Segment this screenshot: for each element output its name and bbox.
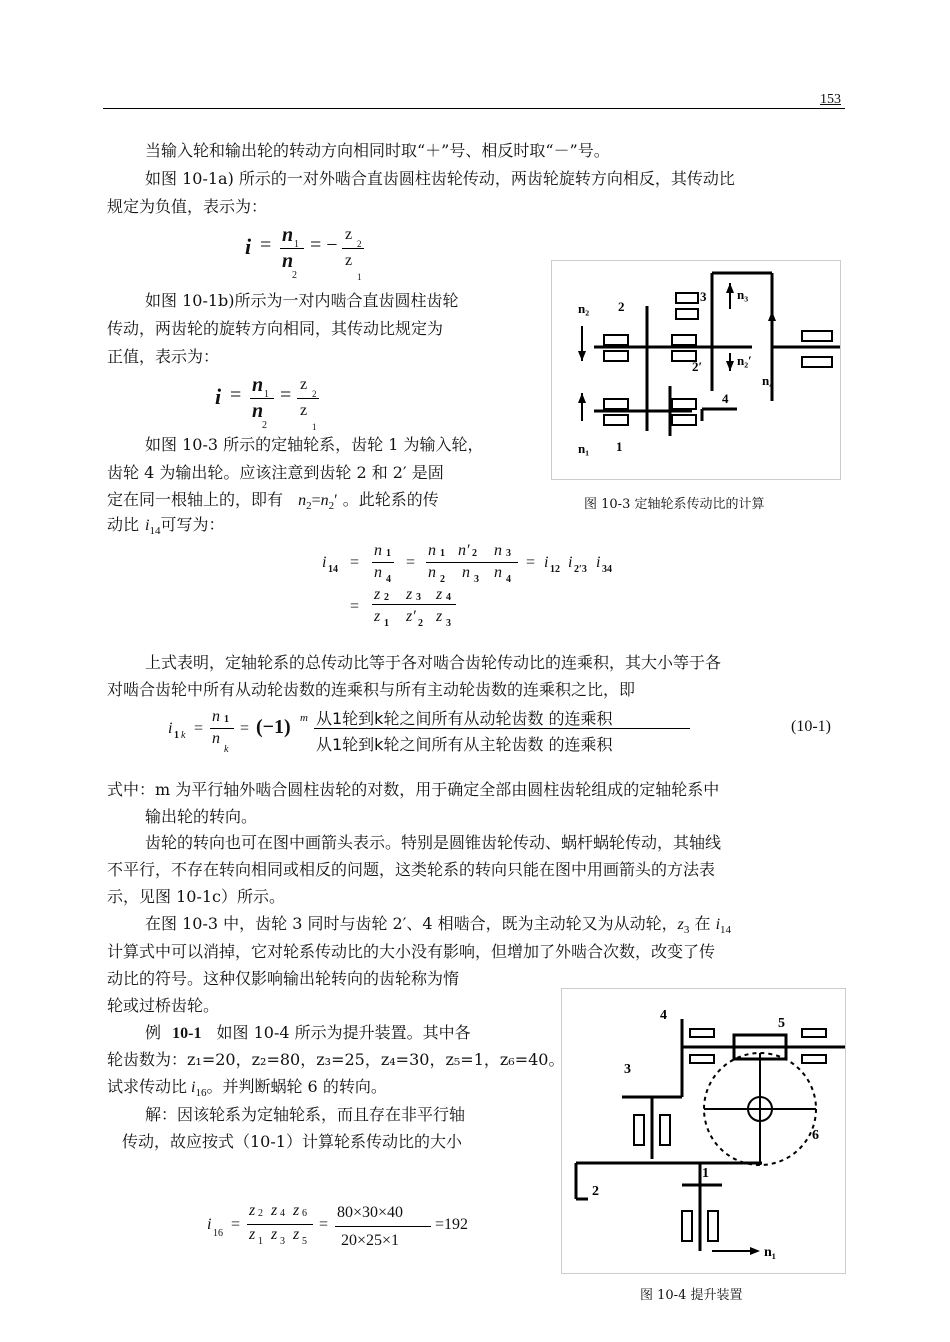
gear-train-diagram — [552, 261, 840, 479]
figure-10-3-caption: 图 10-3 定轴轮系传动比的计算 — [584, 497, 765, 512]
paragraph-direction-l2: 不平行，不存在转向相同或相反的问题，这类轮系的转向只能在图中用画箭头的方法表 — [107, 860, 716, 879]
eq1-den: n — [282, 250, 294, 272]
hoist-diagram — [562, 989, 845, 1273]
solution-l2: 传动，故应按式（10-1）计算轮系传动比的大小 — [122, 1132, 462, 1151]
paragraph-internal-mesh-l1: 如图 10-1b)所示为一对内啮合直齿圆柱齿轮 — [145, 291, 459, 310]
equation-10-1: i 1 k = n 1 n k = (−1) m 从1轮到k轮之间所有从动轮齿数 的连乘积 从1轮到k轮之间所有从主轮齿数 的连乘积 — [160, 704, 720, 760]
eq1-num: n — [282, 224, 294, 246]
label-gear-4: 4 — [722, 391, 729, 406]
eq-last-numerator: 80×30×40 — [337, 1204, 404, 1221]
paragraph-idler-l4: 轮或过桥齿轮。 — [107, 996, 220, 1015]
label-gear-1: 1 — [616, 439, 623, 454]
paragraph-idler-l3: 动比的符号。这种仅影响输出轮转向的齿轮称为惰 — [107, 969, 460, 988]
fig4-label-6: 6 — [812, 1128, 819, 1143]
paragraph-fig3-l4: 动比 $i_{14}$可写为： — [107, 515, 225, 538]
label-gear-3: 3 — [700, 289, 707, 304]
eq-last-denominator: 20×25×1 — [341, 1232, 400, 1249]
paragraph-idler-l2: 计算式中可以消掉，它对轮系传动比的大小没有影响，但增加了外啮合次数，改变了传 — [107, 942, 716, 961]
equation-i16: i 16 = z 2 z 4 z 6 z 1 z 3 z 5 = 80×30×40 20×25×1 =192 — [207, 1202, 469, 1249]
figure-10-4-caption: 图 10-4 提升装置 — [640, 1288, 743, 1303]
paragraph-internal-mesh-l2: 传动，两齿轮的旋转方向相同，其传动比规定为 — [107, 319, 444, 338]
example-10-1-l2: 轮齿数为：z₁=20，z₂=80，z₃=25，z₄=30，z₅=1，z₆=40。 — [107, 1050, 565, 1069]
paragraph-external-mesh-l2: 规定为负值，表示为： — [107, 197, 268, 216]
header-rule — [103, 108, 845, 109]
paragraph-total-ratio-l1: 上式表明，定轴轮系的总传动比等于各对啮合齿轮传动比的连乘积，其大小等于各 — [145, 653, 722, 672]
fig4-label-1: 1 — [702, 1166, 709, 1181]
paragraph-direction-l3: 示，见图 10-1c）所示。 — [107, 887, 285, 906]
paragraph-external-mesh-l1: 如图 10-1a) 所示的一对外啮合直齿圆柱齿轮传动，两齿轮旋转方向相反，其传动比 — [145, 169, 735, 188]
eq-10-1-numerator: 从1轮到k轮之间所有从动轮齿数 的连乘积 — [316, 709, 613, 728]
paragraph-internal-mesh-l3: 正值，表示为： — [107, 347, 220, 366]
eq1-lhs: i — [245, 234, 252, 259]
fig4-label-3: 3 — [624, 1062, 631, 1077]
figure-10-4 — [561, 988, 846, 1274]
paragraph-where-m-l1: 式中：m 为平行轴外啮合圆柱齿轮的对数，用于确定全部由圆柱齿轮组成的定轴轮系中 — [107, 780, 720, 799]
equation-i14: i 14 = n 1 n 4 = n 1 n′ 2 n 3 n 2 n 3 n 4 = i 12 i 2′3 i 34 = z 2 z 3 z 4 z 1 z′ 2 z 3 — [322, 542, 612, 629]
equation-internal: i = n n 1 2 = z z 2 1 — [210, 374, 340, 434]
fig4-label-2: 2 — [592, 1184, 599, 1199]
label-gear-2: 2 — [618, 299, 625, 314]
paragraph-fig3-l1: 如图 10-3 所示的定轴轮系，齿轮 1 为输入轮， — [145, 435, 484, 454]
fig4-label-5: 5 — [778, 1016, 785, 1031]
paragraph-where-m-l2: 输出轮的转向。 — [145, 807, 258, 826]
example-10-1-l1: 例 10-1 如图 10-4 所示为提升装置。其中各 — [145, 1023, 471, 1042]
equation-number: (10-1) — [791, 718, 831, 735]
paragraph-fig3-l3: 定在同一根轴上的，即有 $n_2=n_2'$ 。此轮系的传 — [107, 490, 439, 513]
paragraph-sign-rule: 当输入轮和输出轮的转动方向相同时取“＋”号、相反时取“－”号。 — [145, 141, 610, 160]
paragraph-idler-l1: 在图 10-3 中，齿轮 3 同时与齿轮 2′、4 相啮合，既为主动轮又为从动轮，$z_3$ 在 $i_{14}$ — [145, 914, 732, 937]
solution-l1: 解：因该轮系为定轴轮系，而且存在非平行轴 — [145, 1105, 466, 1124]
example-10-1-l3: 试求传动比 $i_{16}$。并判断蜗轮 6 的转向。 — [107, 1077, 387, 1100]
fig4-label-n1: n₁ — [764, 1245, 776, 1260]
equation-external: i = n n 1 2 = − z z 2 1 — [240, 226, 380, 286]
paragraph-fig3-l2: 齿轮 4 为输出轮。应该注意到齿轮 2 和 2′ 是固 — [107, 463, 444, 482]
label-n4: n₄ — [762, 373, 774, 388]
label-n2prime: n₂′ — [737, 353, 752, 368]
figure-10-3 — [551, 260, 841, 480]
eq-last-result: =192 — [435, 1216, 469, 1233]
eq-10-1-denominator: 从1轮到k轮之间所有从主轮齿数 的连乘积 — [316, 735, 613, 754]
label-n1: n₁ — [578, 441, 590, 456]
page-number: 153 — [820, 92, 841, 107]
label-n2: n₂ — [578, 301, 590, 316]
fig4-label-4: 4 — [660, 1008, 667, 1023]
label-n3: n₃ — [737, 287, 749, 302]
paragraph-total-ratio-l2: 对啮合齿轮中所有从动轮齿数的连乘积与所有主动轮齿数的连乘积之比，即 — [107, 680, 636, 699]
label-gear-2prime: 2′ — [692, 359, 703, 374]
paragraph-direction-l1: 齿轮的转向也可在图中画箭头表示。特别是圆锥齿轮传动、蜗杆蜗轮传动，其轴线 — [145, 833, 722, 852]
